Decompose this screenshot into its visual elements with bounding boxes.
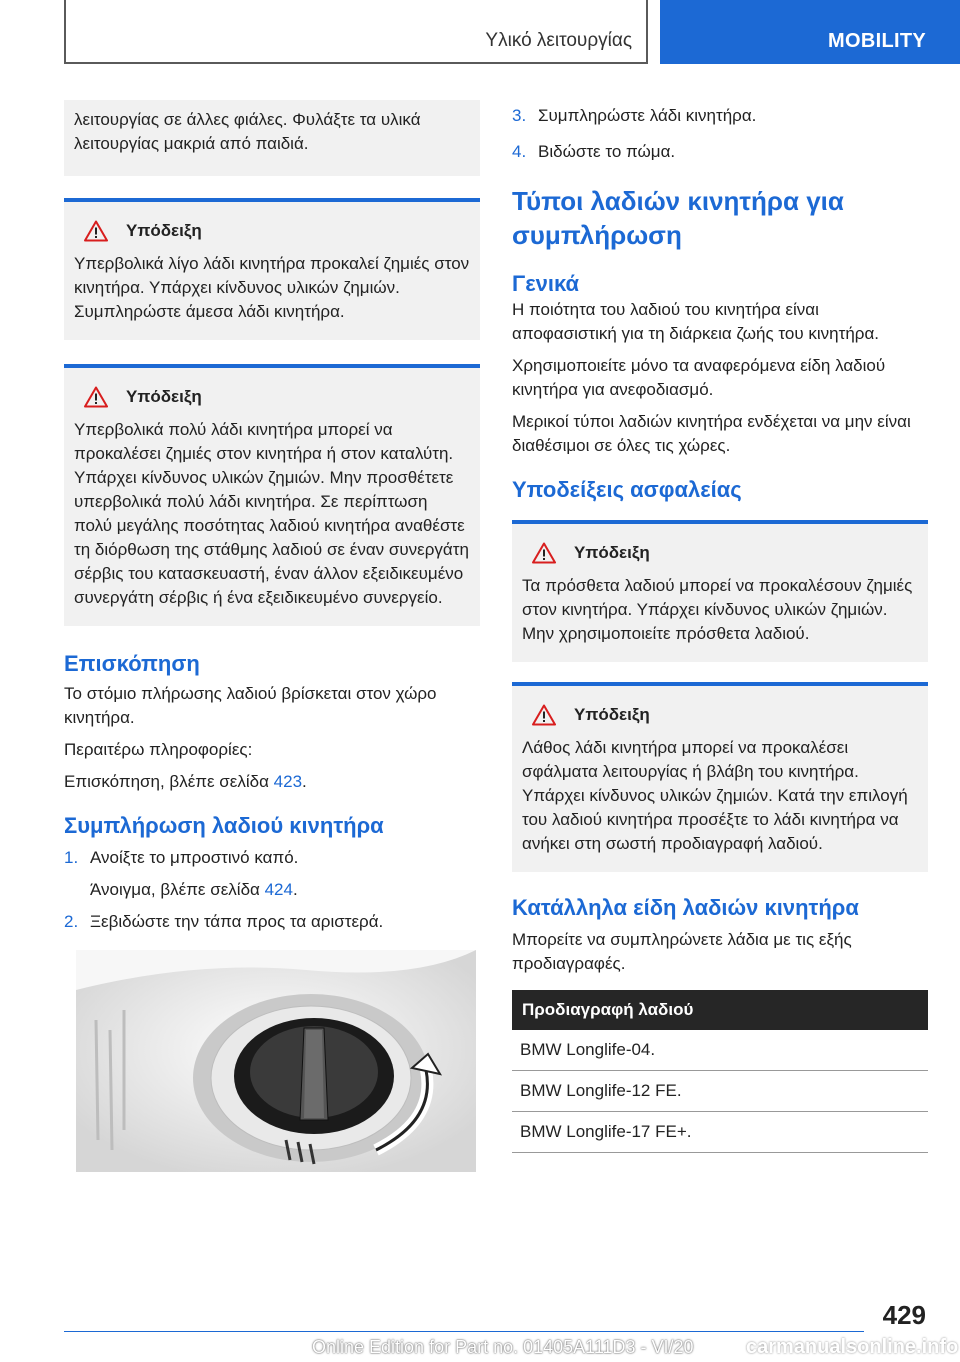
step-text: Βιδώστε το πώμα. bbox=[538, 142, 676, 161]
column-header: Προδιαγραφή λαδιού bbox=[512, 990, 928, 1030]
step-number: 2. bbox=[64, 912, 79, 931]
page-number: 429 bbox=[882, 1300, 926, 1330]
list-item bbox=[512, 140, 928, 164]
oil-filler-cap-image bbox=[76, 950, 476, 1172]
refill-heading: Συμπλήρωση λαδιού κινητήρα bbox=[64, 813, 384, 838]
warning-title: Υπόδειξη bbox=[574, 705, 650, 724]
table-row bbox=[512, 1112, 928, 1153]
table-cell: BMW Longlife-12 FE. bbox=[512, 1071, 928, 1112]
header-tab-mobility[interactable] bbox=[660, 0, 960, 64]
warning-text: Λάθος λάδι κινητήρα μπορεί να προκαλέσει σφάλματα λειτουργίας ή βλάβη του κινητήρα. Υπάρχει κίνδυνος υλικών ζημιών. Κατά την επιλογή του λαδιού κινητήρα προσέξτε το λάδι κινητήρα να ανήκει στη σωστή προδιαγραφή λαδιού. bbox=[522, 738, 908, 853]
list-item bbox=[64, 846, 480, 870]
warning-triangle-icon bbox=[84, 220, 108, 242]
warning-triangle-icon bbox=[84, 386, 108, 408]
watermark: carmanualsonline.info bbox=[746, 1336, 959, 1358]
page-link-424[interactable]: 424 bbox=[264, 880, 293, 899]
header-tab-label: MOBILITY bbox=[828, 30, 926, 52]
step-number: 1. bbox=[64, 848, 79, 867]
right-column bbox=[512, 100, 928, 1153]
page-header bbox=[64, 0, 648, 64]
suitable-oils-text: Μπορείτε να συμπληρώνετε λάδια με τις εξής προδιαγραφές. bbox=[512, 930, 852, 973]
general-paragraph-3: Μερικοί τύποι λαδιών κινητήρα ενδέχεται να μην είναι διαθέσιμοι σε όλες τις χώρες. bbox=[512, 412, 911, 455]
step-text: Συμπληρώστε λάδι κινητήρα. bbox=[538, 106, 757, 125]
table-row bbox=[512, 1071, 928, 1112]
warning-text: Τα πρόσθετα λαδιού μπορεί να προκαλέσουν ζημιές στον κινητήρα. Υπάρχει κίνδυνος υλικών ζημιών. Μην χρησιμοποιείτε πρόσθετα λαδιού. bbox=[522, 576, 913, 643]
footer-edition: Online Edition for Part no. 01405A111D3 - VI/20 bbox=[312, 1337, 694, 1357]
warning-title: Υπόδειξη bbox=[126, 387, 202, 406]
overview-text: Το στόμιο πλήρωσης λαδιού βρίσκεται στον χώρο κινητήρα. bbox=[64, 684, 437, 727]
list-item bbox=[64, 910, 480, 934]
list-item bbox=[512, 104, 928, 128]
warning-triangle-icon bbox=[532, 542, 556, 564]
refill-steps bbox=[64, 846, 480, 934]
table-row bbox=[512, 1030, 928, 1071]
general-heading: Γενικά bbox=[512, 271, 580, 296]
safety-heading: Υποδείξεις ασφαλείας bbox=[512, 477, 742, 502]
warning-title: Υπόδειξη bbox=[574, 543, 650, 562]
table-cell: BMW Longlife-04. bbox=[512, 1030, 928, 1071]
oil-cap-illustration bbox=[76, 950, 476, 1172]
warning-box-4 bbox=[512, 682, 928, 872]
warning-box-2 bbox=[64, 364, 480, 626]
general-paragraph-2: Χρησιμοποιείτε μόνο τα αναφερόμενα είδη λαδιού κινητήρα για ανεφοδιασμό. bbox=[512, 356, 886, 399]
step-text: Ξεβιδώστε την τάπα προς τα αριστερά. bbox=[90, 912, 384, 931]
refill-steps-cont bbox=[512, 104, 928, 164]
warning-text: Υπερβολικά πολύ λάδι κινητήρα μπορεί να προκαλέσει ζημιές στον κινητήρα ή στον καταλύτη. Υπάρχει κίνδυνος υλικών ζημιών. Μην προσθέτετε υπερβολικά πολύ λάδι κινητήρα. Σε περίπτωση πολύ μεγάλης ποσότητας λαδιού κινητήρα αναθέστε τη διόρθωση της στάθμης λαδιού σε έναν συνεργάτη σέρβις του κατασκευαστή, έναν άλλον εξειδικευμένο συνεργάτη σέρβις ή ένα εξειδικευμένο συνεργείο. bbox=[74, 420, 469, 607]
table-cell: BMW Longlife-17 FE+. bbox=[512, 1112, 928, 1153]
general-paragraph-1: Η ποιότητα του λαδιού του κινητήρα είναι αποφασιστική για τη διάρκεια ζωής του κινητήρα. bbox=[512, 300, 879, 343]
warning-box-1 bbox=[64, 198, 480, 340]
reference-text: Επισκόπηση, βλέπε σελίδα bbox=[64, 772, 274, 791]
header-title: Υλικό λειτουργίας bbox=[485, 30, 632, 51]
overview-reference bbox=[64, 770, 480, 794]
intro-box bbox=[64, 100, 480, 176]
oil-types-heading: Τύποι λαδιών κινητήρα για συμπλήρωση bbox=[512, 186, 844, 250]
overview-heading: Επισκόπηση bbox=[64, 651, 200, 676]
footer-divider bbox=[64, 1331, 864, 1332]
reference-end: . bbox=[292, 880, 298, 899]
warning-triangle-icon bbox=[532, 704, 556, 726]
step-text: Ανοίξτε το μπροστινό καπό. bbox=[90, 848, 299, 867]
table-header-row bbox=[512, 990, 928, 1030]
warning-text: Υπερβολικά λίγο λάδι κινητήρα προκαλεί ζημιές στον κινητήρα. Υπάρχει κίνδυνος υλικών ζημιών. Συμπληρώστε άμεσα λάδι κινητήρα. bbox=[74, 254, 470, 321]
page-link-423[interactable]: 423 bbox=[273, 772, 303, 791]
step-number: 4. bbox=[512, 142, 527, 161]
reference-text: Άνοιγμα, βλέπε σελίδα bbox=[90, 880, 265, 899]
step-reference bbox=[90, 878, 298, 902]
suitable-oils-heading: Κατάλληλα είδη λαδιών κινητήρα bbox=[512, 895, 859, 920]
warning-box-3 bbox=[512, 520, 928, 662]
intro-text: λειτουργίας σε άλλες φιάλες. Φυλάξτε τα υλικά λειτουργίας μακριά από παιδιά. bbox=[74, 110, 421, 153]
oil-spec-table bbox=[512, 990, 928, 1153]
reference-end: . bbox=[302, 772, 307, 791]
step-number: 3. bbox=[512, 106, 527, 125]
list-item bbox=[64, 878, 480, 902]
left-column bbox=[64, 100, 480, 1172]
more-info-label: Περαιτέρω πληροφορίες: bbox=[64, 740, 253, 759]
warning-title: Υπόδειξη bbox=[126, 221, 202, 240]
